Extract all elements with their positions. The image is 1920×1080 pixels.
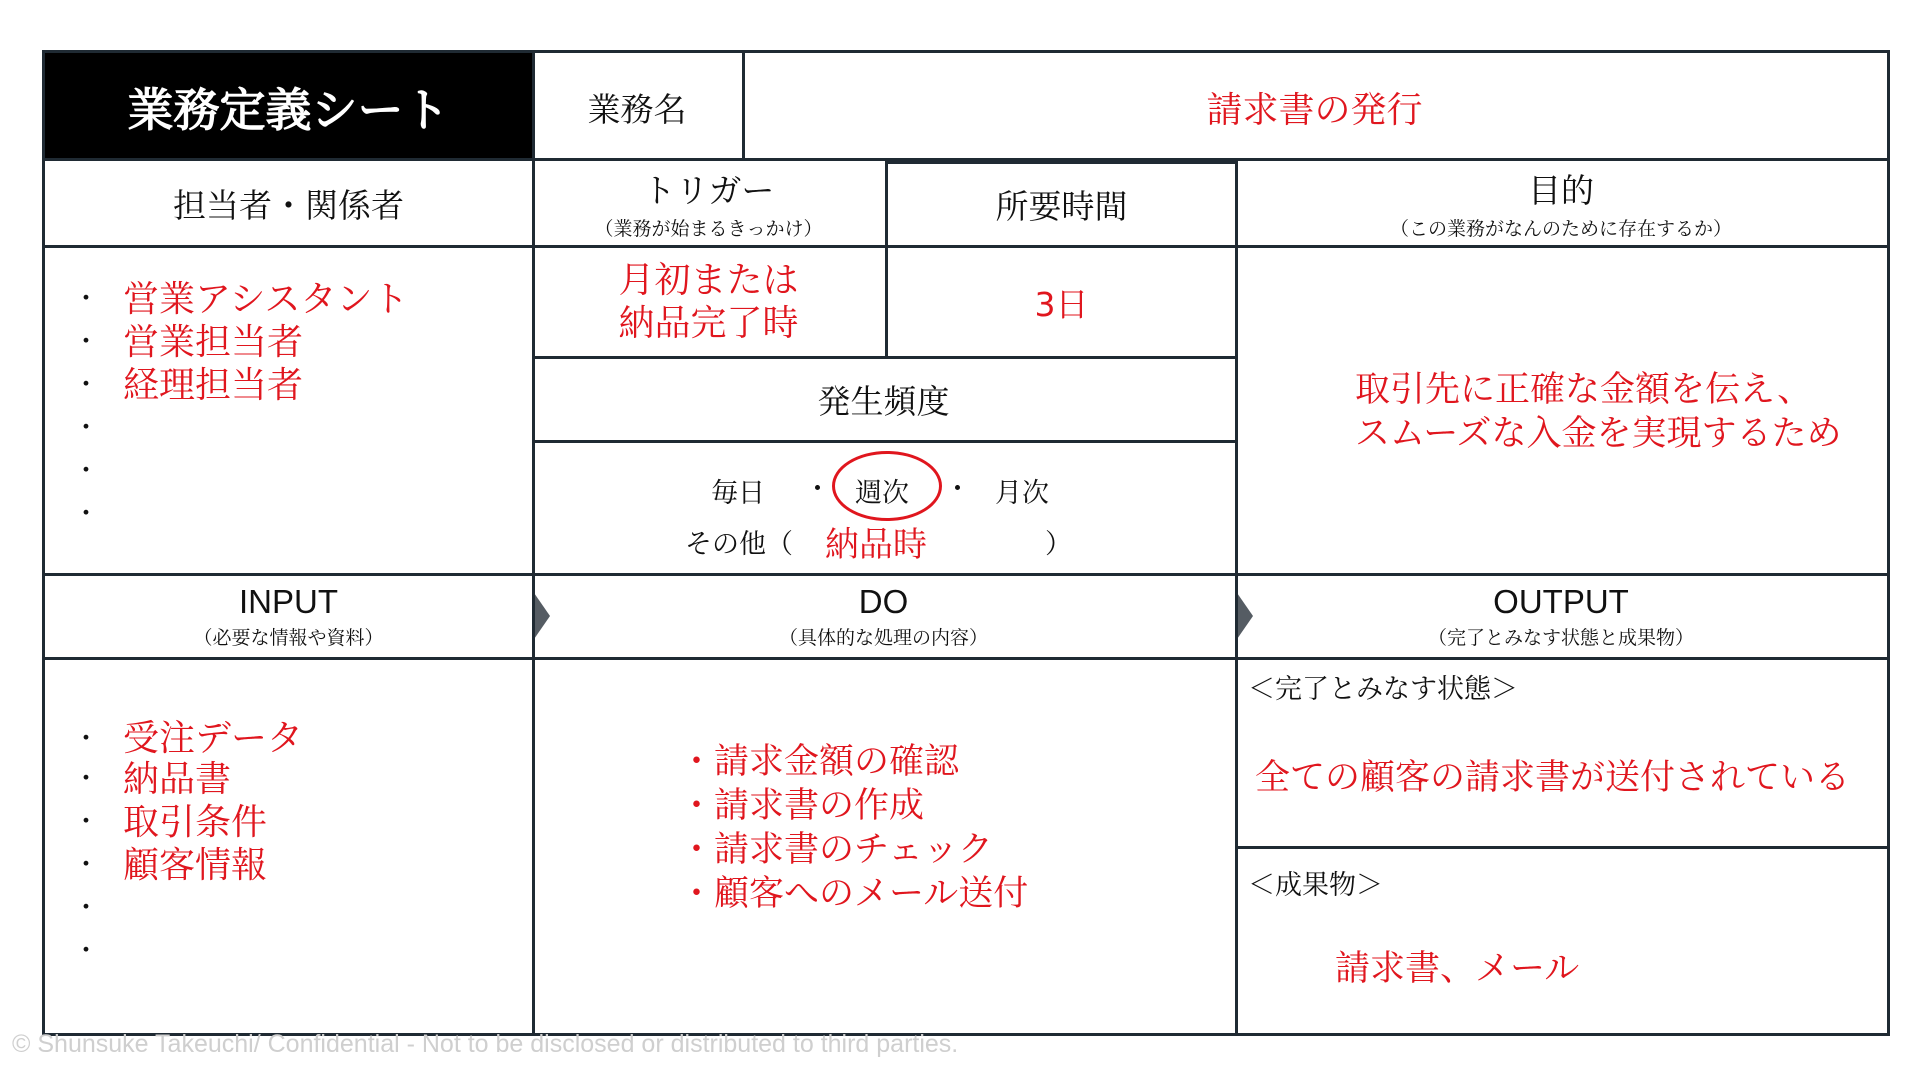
list-item-text: 営業担当者: [123, 322, 304, 363]
trigger-value-line2: 納品完了時: [618, 303, 799, 344]
selected-circle: [832, 451, 942, 521]
input-sublabel: （必要な情報や資料）: [193, 627, 384, 649]
list-item[interactable]: [73, 758, 303, 801]
bullet: ・: [73, 850, 100, 880]
output-deliverable-label: ＜成果物＞: [1248, 870, 1383, 901]
sheet-title-text: 業務定義シート: [127, 83, 450, 137]
duration-value[interactable]: [888, 248, 1235, 356]
duration-header: [888, 164, 1235, 245]
frequency-header: [532, 359, 1235, 440]
input-label: INPUT: [239, 583, 338, 620]
bullet: ・: [73, 893, 100, 923]
business-definition-sheet: [42, 50, 1890, 1036]
list-item-text: 取引条件: [123, 802, 268, 843]
list-item-text: 営業アシスタント: [123, 279, 409, 320]
bullet: ・: [73, 413, 100, 443]
do-list: [679, 740, 1028, 916]
output-sublabel: （完了とみなす状態と成果物）: [1427, 627, 1694, 649]
divider: [888, 161, 1235, 164]
frequency-other-close: ）: [1045, 529, 1072, 560]
copyright-watermark: © Shunsuke Takeuchi/ Confidential - Not to be disclosed or distributed to third parties.: [12, 1030, 959, 1058]
divider: [45, 657, 1887, 660]
trigger-label: トリガー: [642, 171, 775, 210]
do-header: [532, 576, 1235, 657]
divider: [45, 573, 1887, 576]
list-item[interactable]: [73, 493, 408, 536]
frequency-separator: ・: [944, 474, 971, 505]
purpose-value-line1: 取引先に正確な金額を伝え、: [1355, 370, 1813, 410]
frequency-option-monthly[interactable]: 月次: [995, 478, 1049, 509]
list-item[interactable]: [73, 407, 408, 450]
list-item[interactable]: [73, 321, 408, 364]
divider: [45, 245, 1887, 248]
bullet: ・: [73, 764, 100, 794]
list-item-text: 受注データ: [123, 718, 304, 759]
stakeholders-list: [73, 278, 408, 536]
do-label: DO: [858, 583, 909, 620]
trigger-header: [532, 161, 885, 245]
list-item[interactable]: [73, 887, 303, 930]
divider: [885, 161, 888, 359]
output-state-label: ＜完了とみなす状態＞: [1248, 674, 1518, 705]
divider: [532, 53, 535, 1033]
stakeholders-label: 担当者・関係者: [173, 185, 404, 225]
trigger-sublabel: （業務が始まるきっかけ）: [594, 218, 823, 240]
list-item-text: 経理担当者: [123, 365, 304, 406]
purpose-header: [1235, 161, 1887, 245]
business-name-label: [532, 53, 742, 161]
frequency-option-daily[interactable]: 毎日: [711, 478, 765, 509]
divider: [1235, 161, 1238, 1033]
purpose-value-line2: スムーズな入金を実現するため: [1355, 414, 1842, 454]
bullet: ・: [73, 499, 100, 529]
input-header: [45, 576, 532, 657]
bullet: ・: [73, 456, 100, 486]
trigger-value-line1: 月初または: [618, 260, 799, 301]
input-list: [73, 720, 303, 973]
bullet: ・: [73, 284, 100, 314]
list-item[interactable]: [73, 364, 408, 407]
frequency-label: 発生頻度: [817, 382, 950, 421]
list-item[interactable]: [73, 930, 303, 973]
frequency-separator: ・: [804, 474, 831, 505]
list-item[interactable]: [73, 278, 408, 321]
stakeholders-header: [45, 161, 532, 245]
divider: [742, 53, 745, 161]
list-item-text: 納品書: [123, 759, 232, 800]
purpose-value[interactable]: [1235, 248, 1887, 576]
purpose-label: 目的: [1528, 171, 1594, 210]
divider: [1235, 846, 1887, 849]
bullet: ・: [73, 370, 100, 400]
duration-label: 所要時間: [995, 187, 1128, 226]
trigger-value[interactable]: [532, 248, 885, 356]
list-item[interactable]: ・顧客へのメール送付: [679, 874, 1029, 914]
divider: [532, 356, 1235, 359]
output-label: OUTPUT: [1493, 583, 1629, 620]
bullet: ・: [73, 936, 100, 966]
frequency-other-label: その他（: [685, 529, 793, 560]
list-item[interactable]: ・請求金額の確認: [679, 742, 960, 782]
list-item[interactable]: [73, 720, 303, 758]
list-item[interactable]: ・請求書の作成: [679, 786, 925, 826]
output-state-value[interactable]: 全ての顧客の請求書が送付されている: [1255, 758, 1851, 798]
list-item[interactable]: [73, 801, 303, 844]
frequency-other-value[interactable]: 納品時: [825, 525, 927, 565]
duration-value-text: 3日: [1034, 284, 1089, 324]
divider: [532, 440, 1235, 443]
output-header: [1235, 576, 1887, 657]
bullet: ・: [73, 807, 100, 837]
list-item[interactable]: ・請求書のチェック: [679, 830, 993, 870]
business-name-label-text: 業務名: [587, 89, 687, 129]
do-sublabel: （具体的な処理の内容）: [778, 627, 988, 649]
frequency-option-weekly[interactable]: 週次: [855, 478, 909, 509]
purpose-sublabel: （この業務がなんのために存在するか）: [1389, 218, 1732, 240]
list-item[interactable]: [73, 450, 408, 493]
list-item-text: 顧客情報: [123, 845, 268, 886]
bullet: ・: [73, 327, 100, 357]
business-name-value-text: 請求書の発行: [1206, 89, 1423, 131]
sheet-title: [45, 53, 532, 161]
list-item[interactable]: [73, 844, 303, 887]
bullet: ・: [73, 724, 100, 754]
business-name-value[interactable]: [742, 53, 1887, 161]
output-deliverable-value[interactable]: 請求書、メール: [1335, 949, 1580, 989]
